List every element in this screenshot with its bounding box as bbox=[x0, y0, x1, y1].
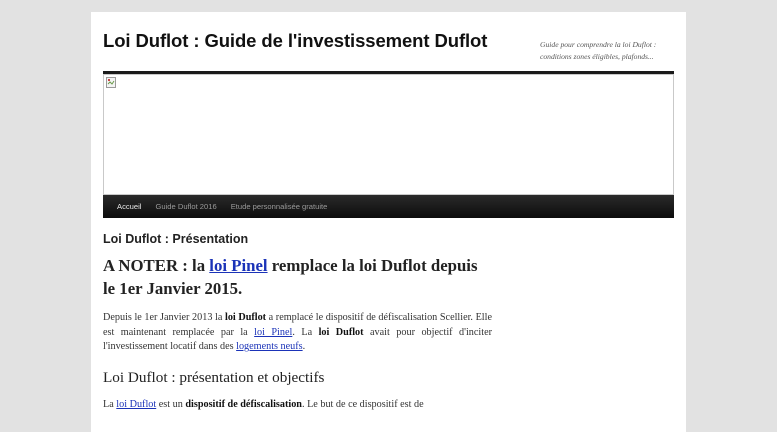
pinel-notice bbox=[103, 254, 492, 300]
intro-bold-2: loi Duflot bbox=[318, 326, 364, 338]
loi-pinel-link[interactable]: loi Pinel bbox=[209, 256, 268, 275]
para2-text-3: . Le but de ce dispositif est de bbox=[301, 398, 424, 410]
intro-text-4: avait pour objectif d'inciter l'investissement locatif dans des bbox=[103, 326, 492, 352]
site-tagline: Guide pour comprendre la loi Duflot : conditions zones éligibles, plafonds... bbox=[540, 40, 657, 61]
para2-bold-1: dispositif de défiscalisation bbox=[185, 398, 302, 410]
logements-neufs-link[interactable]: logements neufs bbox=[236, 341, 303, 352]
site-title[interactable]: Loi Duflot : Guide de l'investissement Duflot bbox=[103, 30, 488, 51]
intro-bold-1: loi Duflot bbox=[224, 312, 267, 323]
nav-item-guide-duflot-2016[interactable]: Guide Duflot 2016 bbox=[155, 202, 217, 211]
notice-text-1: A NOTER : la bbox=[103, 256, 210, 275]
loi-duflot-link[interactable]: loi Duflot bbox=[116, 398, 157, 410]
broken-image-icon bbox=[106, 77, 116, 88]
section-heading: Loi Duflot : présentation et objectifs bbox=[103, 368, 325, 386]
intro-text-5: . bbox=[302, 341, 306, 352]
nav-item-accueil[interactable]: Accueil bbox=[117, 202, 142, 211]
entry-title: Loi Duflot : Présentation bbox=[103, 232, 249, 246]
intro-text-2: a remplacé le dispositif de défiscalisation Scellier. Elle est maintenant remplacée par la bbox=[103, 312, 492, 338]
notice-text-2: remplace la loi Duflot depuis le 1er Janvier 2015. bbox=[103, 256, 478, 298]
intro-text-1: Depuis le 1er Janvier 2013 la bbox=[103, 312, 225, 323]
intro-paragraph bbox=[103, 311, 492, 355]
intro-text-3: . La bbox=[292, 326, 319, 338]
main-nav bbox=[103, 195, 674, 218]
para2-text-1: La bbox=[103, 398, 117, 410]
objectives-paragraph bbox=[103, 398, 492, 413]
para2-text-2: est un bbox=[156, 398, 186, 410]
article-content bbox=[103, 231, 492, 412]
intro-loi-pinel-link[interactable]: loi Pinel bbox=[254, 326, 293, 338]
nav-item-etude-personnalisee[interactable]: Etude personnalisée gratuite bbox=[230, 202, 328, 211]
header-image[interactable] bbox=[103, 74, 674, 195]
